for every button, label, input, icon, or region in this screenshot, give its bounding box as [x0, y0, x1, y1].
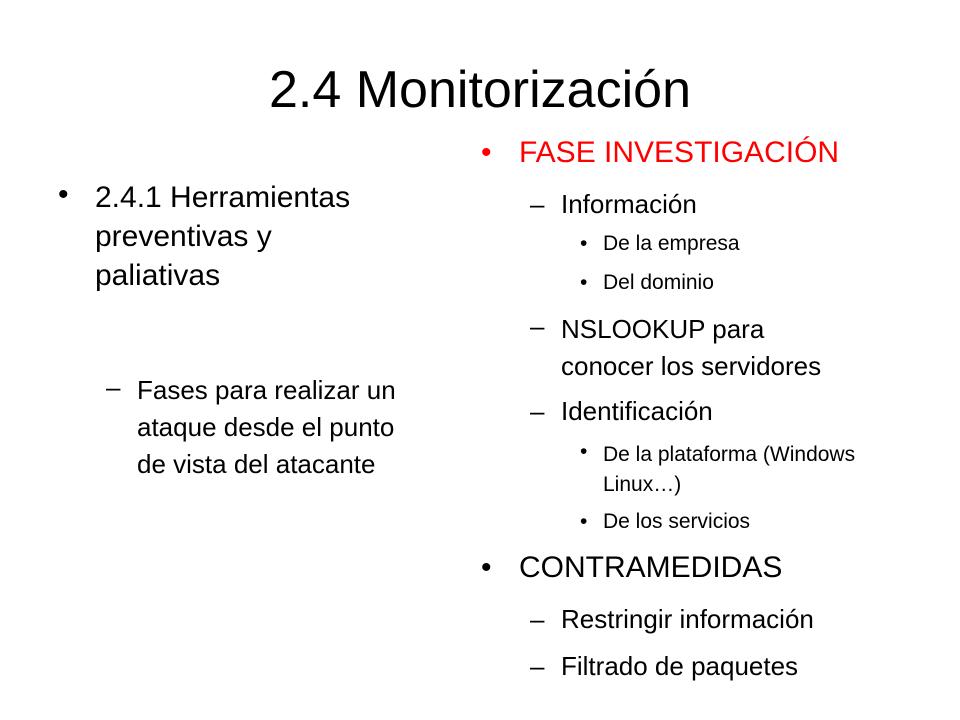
left-heading-line: preventivas y [95, 220, 272, 253]
dash-marker: – [530, 311, 545, 341]
bullet-marker: • [580, 271, 588, 294]
subitem-informacion: Información [561, 189, 697, 219]
bullet-marker: • [580, 232, 588, 255]
dash-marker: – [530, 651, 545, 681]
left-subitem-line: ataque desde el punto [137, 412, 395, 442]
left-subitem-line: Fases para realizar un [137, 375, 396, 405]
subitem-nslookup [561, 311, 821, 385]
phase-heading-contramedidas: CONTRAMEDIDAS [519, 551, 783, 584]
left-subitem [137, 372, 396, 483]
left-heading-line: paliativas [95, 259, 221, 292]
dash-marker: – [530, 396, 545, 426]
ident-item-servicios: De los servicios [603, 510, 751, 533]
left-subitem-line: de vista del atacante [137, 449, 376, 479]
ident-item-plataforma [603, 440, 855, 500]
slide-title: 2.4 Monitorización [269, 61, 691, 119]
left-heading [95, 178, 350, 295]
subitem-nslookup-line: NSLOOKUP para [561, 314, 765, 344]
ident-item-plataforma-line: De la plataforma (Windows [603, 443, 856, 466]
dash-marker: – [530, 604, 545, 634]
left-heading-line: 2.4.1 Herramientas [95, 181, 351, 214]
dash-marker: – [530, 189, 545, 219]
subitem-restringir: Restringir información [561, 604, 814, 634]
bullet-marker: • [580, 510, 588, 533]
phase-heading-investigacion: FASE INVESTIGACIÓN [519, 136, 840, 169]
info-item-dominio: Del dominio [603, 271, 714, 294]
bullet-marker: • [580, 440, 588, 463]
ident-item-plataforma-line: Linux…) [603, 473, 682, 496]
bullet-marker: • [481, 551, 492, 584]
bullet-marker: • [58, 178, 69, 211]
subitem-identificacion: Identificación [561, 396, 713, 426]
subitem-filtrado: Filtrado de paquetes [561, 651, 799, 681]
dash-marker: – [106, 372, 121, 402]
subitem-nslookup-line: conocer los servidores [561, 351, 822, 381]
info-item-empresa: De la empresa [603, 232, 740, 255]
bullet-marker: • [481, 136, 492, 169]
